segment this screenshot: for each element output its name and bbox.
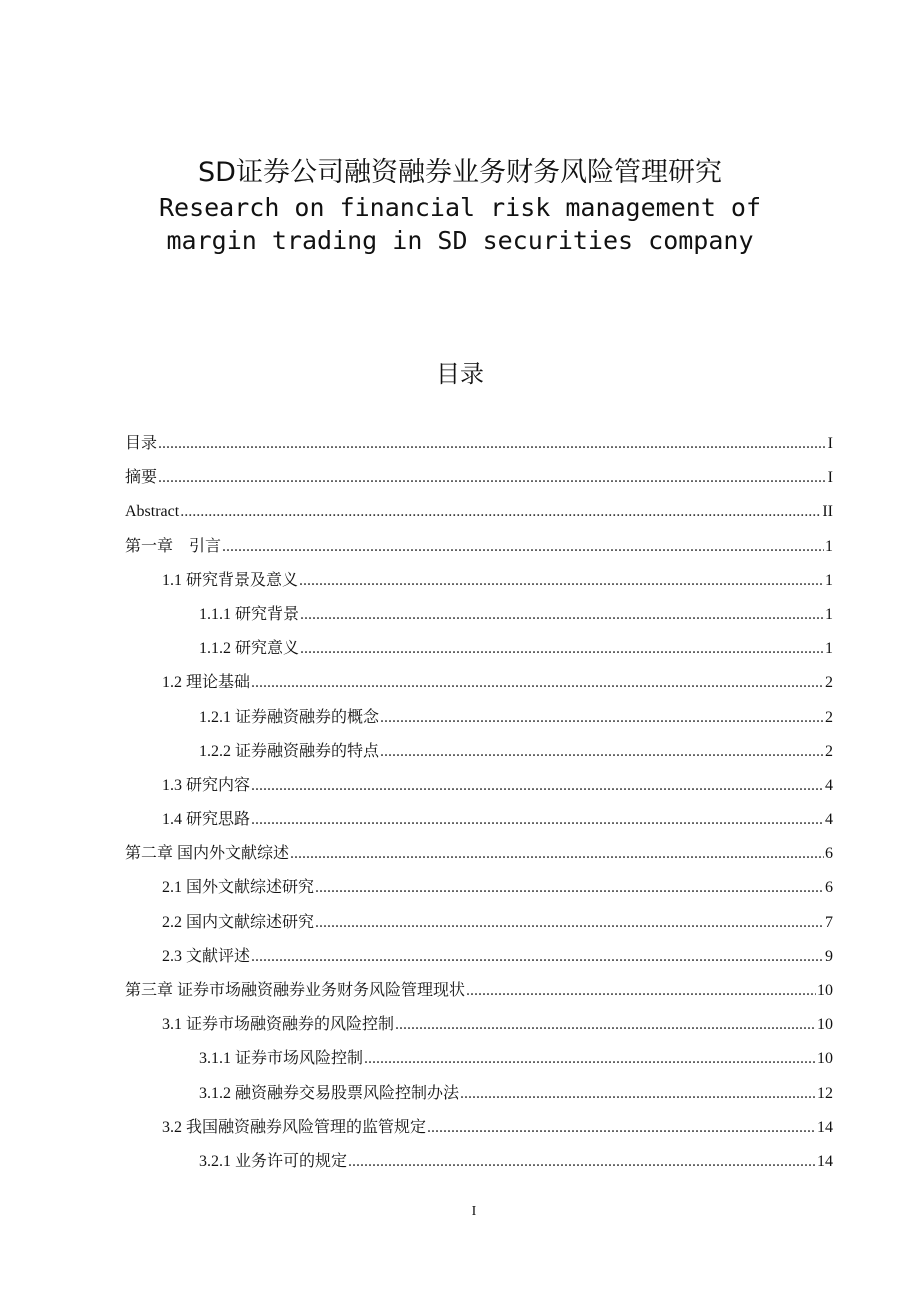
toc-dot-leader [251,940,824,974]
toc-entry-page: I [827,469,833,487]
toc-entry[interactable] [125,906,833,940]
toc-entry-label: 1.3 研究内容 [162,776,251,794]
toc-entry-label: 1.2 理论基础 [162,674,251,692]
toc-entry-label: 第三章 证券市场融资融券业务财务风险管理现状 [125,982,466,999]
toc-entry-label: 1.4 研究思路 [162,811,251,829]
toc-entry[interactable] [125,974,833,1008]
toc-dot-leader [427,1111,816,1145]
toc-entry-page: 1 [825,605,833,623]
toc-dot-leader [251,769,824,803]
toc-entry-page: 14 [817,1152,833,1170]
toc-entry-label: 2.1 国外文献综述研究 [162,879,315,897]
toc-dot-leader [251,666,824,700]
toc-entry[interactable] [125,495,833,529]
toc-entry-label: 3.2 我国融资融券风险管理的监管规定 [162,1118,427,1136]
toc-dot-leader [380,735,824,769]
toc-entry-label: 3.1.2 融资融券交易股票风险控制办法 [199,1084,460,1102]
toc-entry-label: Abstract [125,503,180,521]
toc-dot-leader [180,495,821,529]
toc-entry-label: 1.1.2 研究意义 [199,640,300,658]
toc-dot-leader [222,530,824,564]
toc-entry-page: 10 [817,982,833,999]
toc-entry-label: 1.1 研究背景及意义 [162,571,299,589]
toc-entry-label: 3.1 证券市场融资融券的风险控制 [162,1016,395,1034]
toc-entry-page: 1 [825,571,833,589]
document-title-english-line-2: margin trading in SD securities company [166,226,754,255]
toc-dot-leader [466,974,816,1008]
toc-entry[interactable] [125,701,833,735]
toc-entry-page: 2 [825,674,833,692]
toc-entry-page: 6 [825,845,833,863]
toc-entry-page: 4 [825,811,833,829]
toc-dot-leader [315,871,824,905]
toc-entry[interactable] [125,803,833,837]
toc-entry[interactable] [125,461,833,495]
toc-entry[interactable] [125,1111,833,1145]
toc-dot-leader [158,427,827,461]
toc-entry-page: 10 [817,1016,833,1034]
toc-entry-page: 6 [825,879,833,897]
toc-dot-leader [395,1008,816,1042]
toc-entry-label: 摘要 [125,469,158,487]
table-of-contents [125,427,833,1179]
toc-dot-leader [290,837,824,871]
toc-entry[interactable] [125,1042,833,1076]
toc-entry[interactable] [125,598,833,632]
toc-dot-leader [300,598,824,632]
toc-entry[interactable] [125,1077,833,1111]
toc-entry-page: 12 [817,1084,833,1102]
toc-entry-label: 1.1.1 研究背景 [199,605,300,623]
toc-entry-label: 2.3 文献评述 [162,947,251,965]
toc-entry-label: 第二章 国内外文献综述 [125,845,290,863]
toc-entry-page: 7 [825,913,833,931]
toc-dot-leader [364,1042,816,1076]
toc-dot-leader [348,1145,816,1179]
toc-entry[interactable] [125,666,833,700]
toc-entry[interactable] [125,735,833,769]
toc-entry-label: 1.2.1 证券融资融券的概念 [199,708,380,726]
toc-entry-page: 9 [825,947,833,965]
toc-entry[interactable] [125,871,833,905]
toc-entry-label: 3.2.1 业务许可的规定 [199,1152,348,1170]
toc-dot-leader [315,906,824,940]
toc-entry-page: 1 [825,640,833,658]
toc-entry-label: 2.2 国内文献综述研究 [162,913,315,931]
toc-entry-label: 第一章 引言 [125,537,222,555]
toc-entry-label: 目录 [125,435,158,452]
toc-entry-page: 10 [817,1050,833,1068]
toc-dot-leader [251,803,824,837]
toc-entry-page: 2 [825,742,833,760]
toc-entry[interactable] [125,1145,833,1179]
toc-entry-label: 3.1.1 证券市场风险控制 [199,1050,364,1068]
toc-entry[interactable] [125,530,833,564]
toc-entry[interactable] [125,837,833,871]
document-title-block [0,155,920,257]
page-number: I [471,1204,477,1219]
toc-entry[interactable] [125,632,833,666]
toc-dot-leader [299,564,824,598]
toc-entry-page: I [827,435,833,452]
toc-entry[interactable] [125,940,833,974]
toc-entry[interactable] [125,1008,833,1042]
document-title-english-line-1: Research on financial risk management of [158,193,762,222]
toc-heading: 目录 [436,360,484,388]
toc-dot-leader [158,461,827,495]
toc-entry-label: 1.2.2 证券融资融券的特点 [199,742,380,760]
toc-entry[interactable] [125,564,833,598]
toc-entry-page: 14 [817,1118,833,1136]
toc-entry-page: 1 [825,537,833,555]
document-title-chinese: SD证券公司融资融券业务财务风险管理研究 [198,157,722,188]
toc-entry-page: 2 [825,708,833,726]
toc-entry-page: II [822,503,833,521]
toc-entry-page: 4 [825,776,833,794]
toc-dot-leader [300,632,824,666]
toc-dot-leader [380,701,824,735]
toc-entry[interactable] [125,769,833,803]
toc-dot-leader [460,1077,816,1111]
toc-entry[interactable] [125,427,833,461]
